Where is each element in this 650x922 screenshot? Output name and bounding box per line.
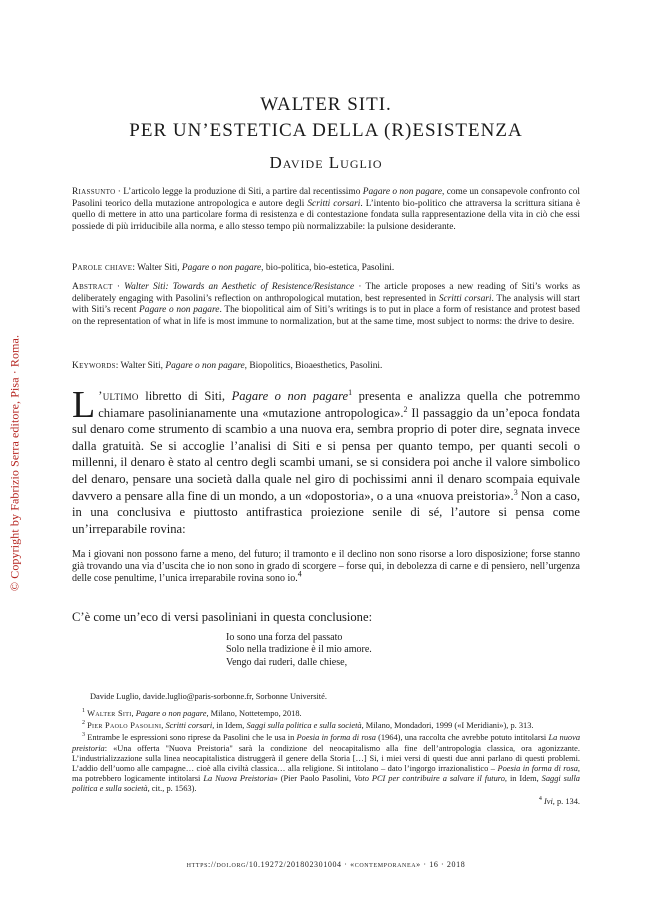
footnotes — [72, 709, 580, 809]
footnote-ref-2[interactable]: 2 — [403, 404, 408, 414]
footnote-2: $^2$ Pier Paolo Pasolini, Scritti corsari, in Idem, Saggi sulla politica e sulla società, Milano, Mondadori, 1999 («I Meridiani»), p. 313. — [82, 720, 534, 731]
footnote-1: $^1$ Walter Siti, Pagare o non pagare, Milano, Nottetempo, 2018. — [82, 708, 302, 718]
title-line-2: PER UN’ESTETICA DELLA (R)ESISTENZA — [129, 120, 523, 141]
keywords-block: Keywords: Walter Siti, Pagare o non pagare, Biopolitics, Bioaesthetics, Pasolini. — [72, 361, 383, 371]
author-contact-note: Davide Luglio, davide.luglio@paris-sorbonne.fr, Sorbonne Université. — [90, 692, 327, 701]
parole-chiave-block: Parole chiave: Walter Siti, Pagare o non pagare, bio-politica, bio-estetica, Pasolini. — [72, 263, 395, 273]
footnote-3: $^3$ Entrambe le espressioni sono riprese da Pasolini che le usa in Poesia in forma di rosa (1964), una raccolta che avrebbe potuto intitolarsi La nuova preistoria: «Una offerta "Nuova Preistoria" sarà la condizione del neocapitalismo alla fine dell’antropologia classica, ora agonizzante. L’industrializzazione sulla linea neocapitalistica distruggerà il genere della Storia […] Si, i miei versi di questi due anni parlano di questi problemi. L’addio dell’uomo alle campagne… cioè alla civiltà classica… alla religione. Si intitolano – dato l’ingorgo irrazionalistico – Poesia in forma di rosa, ma potrebbero logicamente intitolarsi La Nuova Preistoria» (Pier Paolo Pasolini, Voto PCI per contribuire a salvare il futuro, in Idem, Saggi sulla politica e sulla società, cit., p. 1563). — [72, 732, 581, 794]
abstract-block: Abstract · Walter Siti: Towards an Aesthetic of Resistence/Resistance · The article proposes a new reading of Siti’s works as deliberately engaging with Pasolini’s reflection on anthropological mutation, best represented in Scritti corsari. The analysis will start with Siti’s recent Pagare o non pagare. The biopolitical aim of Siti’s writings is to put in place a form of resistance and protest based on the representation of what in life is most immune to normalization, but at the same time, most subject to norms: the drive to desire. — [72, 282, 581, 327]
page-footer-doi[interactable]: https://doi.org/10.19272/201802301004 · «contemporanea» · 16 · 2018 — [186, 860, 466, 869]
verse-line: Vengo dai ruderi, dalle chiese, — [226, 656, 348, 668]
drop-cap: L — [72, 384, 96, 426]
footnote-ref-4[interactable]: 4 — [297, 570, 302, 580]
title-line-1: WALTER SITI. — [260, 94, 392, 115]
footnote-ref-1[interactable]: 1 — [348, 387, 353, 397]
block-quote: Ma i giovani non possono farne a meno, del futuro; il tramonto e il declino non sono risorse a loro disposizione; forse stanno già trovando una via d’uscita che io non sono in grado di scorgere – forse qui, in debolezza di carne e di pensiero, nell’urgenza delle cose penultime, l’unica irreparabile rovina sono io.$^4$ — [72, 549, 580, 585]
copyright-notice: © Copyright by Fabrizio Serra editore, Pisa · Roma. — [7, 334, 22, 592]
footnote-ref-3[interactable]: 3 — [513, 487, 518, 497]
eco-line: C’è come un’eco di versi pasoliniani in questa conclusione: — [72, 610, 373, 624]
article-title — [72, 92, 580, 144]
article-author: Davide Luglio — [269, 153, 383, 172]
riassunto-block: Riassunto · L’articolo legge la produzione di Siti, a partire dal recentissimo Pagare o non pagare, come un consapevole confronto col Pasolini teorico della mutazione antropologica e autore degli Scritti corsari. L’intento bio-politico che attraversa la scrittura sitiana è quello di mettere in atto una particolare forma di resistenza e di contestazione fondata sulla rappresentazione della vita in ciò che essi possiede di più irriducibile alla norma, e allo stesso tempo più normalizzabile: la pulsione desiderante. — [72, 187, 580, 232]
parole-chiave-label: Parole chiave — [72, 263, 133, 273]
verse-quote — [226, 632, 372, 669]
abstract-label: Abstract — [72, 282, 113, 292]
verse-line: Solo nella tradizione è il mio amore. — [226, 644, 372, 656]
keywords-label: Keywords — [72, 361, 116, 371]
riassunto-label: Riassunto — [72, 187, 116, 197]
body-paragraph: L ’ultimo libretto di Siti, Pagare o non pagare$^1$ presenta e analizza quella che potremmo chiamare pasolinianamente una «mutazione antropologica».$^2$ Il passaggio da un’epoca fondata sul denaro come strumento di scambio a una nuova era, sembra proprio di poter dire, segnata invece dalla gratuità. Se si accoglie l’analisi di Siti e si pensa per quanto tempo, per quanti secoli o millenni, il denaro è stato al centro degli scambi umani, se si considera poi anche il valore simbolico del denaro, pensare una società dalla quale nel giro di pochissimi anni il denaro scompaia equivale davvero a pensare alla fine di un mondo, a un «dopostoria», o a una «nuova preistoria».$^3$ Non a caso, in una conclusiva e piuttosto antifrastica proiezione senile di sé, l’autore si pensa come un’irreparabile rovina: — [72, 384, 581, 536]
verse-line: Io sono una forza del passato — [226, 632, 343, 643]
footnote-4: $^4$ Ivi, p. 134. — [538, 795, 580, 806]
